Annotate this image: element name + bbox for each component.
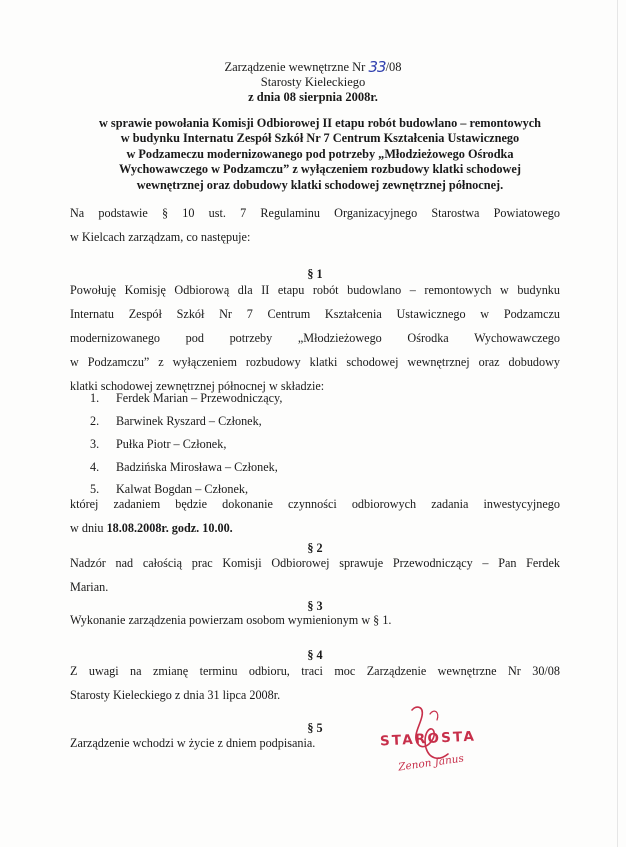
text-line: Z uwagi na zmianę terminu odbioru, traci moc Zarządzenie wewnętrzne Nr 30/08	[70, 664, 560, 678]
starosta-stamp: STAROSTA	[379, 728, 477, 750]
text-line: Internatu Zespół Szkół Nr 7 Centrum Kształcenia Ustawicznego w Podzamczu	[70, 307, 560, 321]
text-line: w dniu 18.08.2008r. godz. 10.00.	[70, 521, 233, 535]
document-title	[0, 59, 626, 75]
committee-member: 2. Barwinek Ryszard – Członek,	[90, 414, 262, 428]
signatory-name: Zenon Janus	[397, 752, 465, 774]
text-line: Na podstawie § 10 ust. 7 Regulaminu Organizacyjnego Starostwa Powiatowego	[70, 206, 560, 220]
section-2-body	[70, 551, 560, 599]
committee-member: 3. Pułka Piotr – Członek,	[90, 437, 227, 451]
text-line: w Kielcach zarządzam, co następuje:	[70, 230, 251, 244]
text-line: klatki schodowej zewnętrznej północnej w składzie:	[70, 379, 325, 393]
text-line: Powołuję Komisję Odbiorową dla II etapu robót budowlano – remontowych w budynku	[70, 283, 560, 297]
subject-line: w sprawie powołania Komisji Odbiorowej II etapu robót budowlano – remontowych	[98, 116, 542, 130]
text-line: której zadaniem będzie dokonanie czynności odbiorowych zadania inwestycyjnego	[70, 497, 560, 511]
subject-line: Wychowawczego w Podzamczu” z wyłączeniem rozbudowy klatki schodowej	[119, 162, 521, 177]
page-edge	[617, 0, 618, 847]
document-subject	[70, 116, 570, 193]
section-mark-4: § 4	[307, 648, 323, 662]
section-1-body	[70, 278, 560, 398]
subject-line: wewnętrznej oraz dobudowy klatki schodowej zewnętrznej północnej.	[136, 177, 504, 192]
section-mark-5: § 5	[307, 721, 323, 735]
title-suffix: /08	[385, 60, 402, 74]
text-line: modernizowanego pod potrzeby „Młodzieżowego Ośrodka Wychowawczego	[70, 331, 560, 345]
committee-member: 5. Kalwat Bogdan – Członek,	[90, 482, 249, 496]
issuer: Starosty Kieleckiego	[260, 75, 366, 89]
subject-line: w budynku Internatu Zespół Szkół Nr 7 Centrum Kształcenia Ustawicznego	[120, 131, 520, 146]
section-mark-2: § 2	[307, 541, 323, 555]
text-line: Marian.	[70, 580, 109, 594]
legal-basis	[70, 201, 560, 249]
inspection-date: 18.08.2008r. godz. 10.00.	[106, 521, 233, 535]
document-date: z dnia 08 sierpnia 2008r.	[248, 90, 378, 104]
text-line: Zarządzenie wchodzi w życie z dniem podpisania.	[70, 736, 316, 750]
subject-line: w Podzameczu modernizowanego pod potrzeby „Młodzieżowego Ośrodka	[126, 146, 514, 161]
committee-member: 4. Badzińska Mirosława – Członek,	[90, 460, 278, 474]
section-4-body	[70, 659, 560, 707]
text-line: Nadzór nad całością prac Komisji Odbiorowej sprawuje Przewodniczący – Pan Ferdek	[70, 556, 560, 570]
section-mark-3: § 3	[307, 599, 323, 613]
text-line: w Podzamczu” z wyłączeniem rozbudowy klatki schodowej wewnętrznej oraz dobudowy	[70, 355, 560, 369]
committee-member: 1. Ferdek Marian – Przewodniczący,	[90, 391, 283, 405]
handwritten-number: 33	[368, 58, 386, 76]
section-3-body	[70, 608, 560, 632]
section-5-body	[70, 731, 560, 755]
section-mark-1: § 1	[307, 267, 323, 281]
text-line: Starosty Kieleckiego z dnia 31 lipca 2008r.	[70, 688, 281, 702]
text-line: Wykonanie zarządzenia powierzam osobom wymienionym w § 1.	[70, 613, 392, 627]
title-prefix: Zarządzenie wewnętrzne Nr	[224, 60, 366, 74]
section-1-closing	[70, 492, 560, 540]
